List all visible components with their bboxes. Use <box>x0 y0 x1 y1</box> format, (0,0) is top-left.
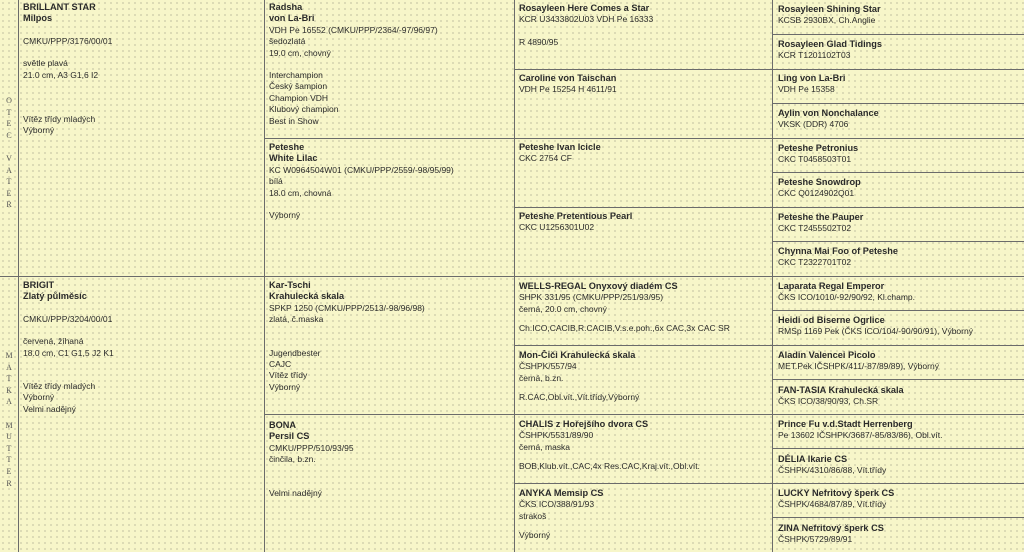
grandparent-entry <box>269 280 511 412</box>
gp-line: CMKU/PPP/510/93/95 <box>269 442 354 453</box>
dam-name: Zlatý půlměsíc <box>23 291 87 302</box>
gen3-name: Mon-Čiči Krahulecká skala <box>519 350 636 360</box>
gen4-entry <box>778 281 1022 310</box>
gen4-line: ČKS ICO/38/90/93, Ch.SR <box>778 396 879 407</box>
gp-title: Peteshe <box>269 142 305 152</box>
gen4-name: LUCKY Nefritový šperk CS <box>778 488 895 498</box>
gen3-line: Výborný <box>519 530 551 541</box>
gen3-line: VDH Pe 15254 H 4611/91 <box>519 84 617 95</box>
grandparent-entry <box>269 142 511 274</box>
gen4-entry <box>778 177 1022 206</box>
dam-award: Vítěz třídy mladých <box>23 381 96 392</box>
gp-line: 18.0 cm, chovná <box>269 187 332 198</box>
gen3-entry <box>519 281 769 343</box>
gen4-entry <box>778 4 1022 33</box>
gen4-line: ČSHPK/4684/87/89, Vít.třídy <box>778 499 887 510</box>
gen3-name: WELLS-REGAL Onyxový diadém CS <box>519 281 678 291</box>
gen4-entry <box>778 73 1022 102</box>
gp-line: zlatá, č.maska <box>269 314 324 325</box>
gp-line: Klubový champion <box>269 104 339 115</box>
gen3-line: černá, maska <box>519 441 571 452</box>
gp-line: Český šampion <box>269 81 328 92</box>
gen4-name: Rosayleen Shining Star <box>778 4 881 14</box>
gen3-entry <box>519 488 769 550</box>
gen4-line: VDH Pe 15358 <box>778 84 835 95</box>
gen4-entry <box>778 419 1022 448</box>
gp-line: Interchampion <box>269 70 323 81</box>
gen4-name: Heidi od Biserne Ogrlice <box>778 315 885 325</box>
gen4-entry <box>778 108 1022 137</box>
grandparent-entry <box>269 420 511 550</box>
gen3-name: Peteshe Pretentious Pearl <box>519 211 633 221</box>
gen3-line: KCR U3433802U03 VDH Pe 16333 <box>519 14 654 25</box>
gen4-entry <box>778 246 1022 275</box>
gp-line: VDH Pe 16552 (CMKU/PPP/2364/-97/96/97) <box>269 24 438 35</box>
gen4-name: Aylin von Nonchalance <box>778 108 879 118</box>
gen4-entry <box>778 350 1022 379</box>
gen3-line: ČSHPK/5531/89/90 <box>519 430 594 441</box>
sire-entry <box>23 2 261 274</box>
gen4-name: Prince Fu v.d.Stadt Herrenberg <box>778 419 913 429</box>
gen4-entry <box>778 488 1022 517</box>
gp-line: KC W0964504W01 (CMKU/PPP/2559/-98/95/99) <box>269 164 454 175</box>
gen4-line: KCSB 2930BX, Ch.Anglie <box>778 15 876 26</box>
gen4-line: ČSHPK/5729/89/91 <box>778 534 853 545</box>
gen4-name: DÉLIA Ikarie CS <box>778 454 848 464</box>
gp-line: činčila, b.zn. <box>269 454 316 465</box>
gen4-name: Aladin Valencei Picolo <box>778 350 876 360</box>
gp-line: Velmi nadějný <box>269 487 322 498</box>
gp-title: BONA <box>269 420 297 430</box>
gen4-name: Rosayleen Glad Tidings <box>778 39 882 49</box>
gen4-name: ZINA Nefritový šperk CS <box>778 523 884 533</box>
gen4-name: Peteshe Petronius <box>778 143 859 153</box>
mother-side-label: M A T K A M U T T E R <box>5 351 13 488</box>
gp-line: 19.0 cm, chovný <box>269 47 331 58</box>
gp-line: Champion VDH <box>269 92 329 103</box>
gp-line: bílá <box>269 176 283 187</box>
gp-line: SPKP 1250 (CMKU/PPP/2513/-98/96/98) <box>269 302 425 313</box>
gen4-entry <box>778 39 1022 68</box>
dam-title: BRIGIT <box>23 280 55 290</box>
gen3-entry <box>519 419 769 481</box>
gp-line: Výborný <box>269 210 301 221</box>
gen3-line: CKC U1256301U02 <box>519 222 595 233</box>
gp-line: Výborný <box>269 381 301 392</box>
gen4-name: Peteshe the Pauper <box>778 212 864 222</box>
dam-award: Velmi nadějný <box>23 403 76 414</box>
gen4-entry <box>778 454 1022 483</box>
gen4-line: CKC T0458503T01 <box>778 154 852 165</box>
gen4-line: RMSp 1169 Pek (ČKS ICO/104/-90/90/91), Výborný <box>778 326 973 337</box>
gen3-line: ČSHPK/557/94 <box>519 361 577 372</box>
gen3-line: ČKS ICO/388/91/93 <box>519 499 595 510</box>
gp-name: Persil CS <box>269 431 310 442</box>
gen4-entry <box>778 523 1022 551</box>
sire-award: Vítěz třídy mladých <box>23 114 96 125</box>
gen3-line: černá, 20.0 cm, chovný <box>519 303 607 314</box>
gen3-entry <box>519 350 769 412</box>
sire-name: Milpos <box>23 13 53 24</box>
gen4-line: KCR T1201102T03 <box>778 50 851 61</box>
gen3-entry <box>519 142 769 204</box>
dam-award: Výborný <box>23 392 55 403</box>
gen3-line: černá, b.zn. <box>519 372 564 383</box>
gp-line: šedozlatá <box>269 36 306 47</box>
gen4-line: VKSK (DDR) 4706 <box>778 119 849 130</box>
gen4-line: Pe 13602 IČSHPK/3687/-85/83/86), Obl.vít. <box>778 430 943 441</box>
gen3-line: BOB,Klub.vít.,CAC,4x Res.CAC,Kraj.vít.,Obl.vít. <box>519 461 700 472</box>
gen3-name: Caroline von Taischan <box>519 73 617 83</box>
gen3-name: Peteshe Ivan Icicle <box>519 142 601 152</box>
gp-title: Radsha <box>269 2 303 12</box>
gen3-line: CKC 2754 CF <box>519 153 572 164</box>
gen4-line: MET.Pek IČSHPK/411/-87/89/89), Výborný <box>778 361 939 372</box>
dam-entry <box>23 280 261 550</box>
gen3-line: R 4890/95 <box>519 36 559 47</box>
gen3-name: CHALIS z Hořejšího dvora CS <box>519 419 649 429</box>
gp-name: Krahulecká skala <box>269 291 345 302</box>
gen3-entry <box>519 211 769 273</box>
father-side-label: O T E C V A T E R <box>6 96 12 210</box>
gen3-entry <box>519 73 769 135</box>
gen4-line: ČKS ICO/1010/-92/90/92, Kl.champ. <box>778 292 916 303</box>
gp-line: Jugendbester <box>269 347 321 358</box>
gp-line: Best in Show <box>269 115 319 126</box>
gen4-line: CKC Q0124902Q01 <box>778 188 855 199</box>
gp-line: Vítěz třídy <box>269 370 308 381</box>
gen3-name: Rosayleen Here Comes a Star <box>519 3 650 13</box>
gp-title: Kar-Tschi <box>269 280 311 290</box>
gp-name: von La-Bri <box>269 13 315 24</box>
sire-color: světle plavá <box>23 58 68 69</box>
gp-name: White Lilac <box>269 153 318 164</box>
gen4-entry <box>778 212 1022 241</box>
sire-award: Výborný <box>23 125 55 136</box>
dam-size: 18.0 cm, C1 G1,5 J2 K1 <box>23 347 114 358</box>
sire-title: BRILLANT STAR <box>23 2 96 12</box>
sire-registration: CMKU/PPP/3176/00/01 <box>23 35 113 46</box>
gen4-name: Laparata Regal Emperor <box>778 281 885 291</box>
gen4-entry <box>778 385 1022 414</box>
gen4-entry <box>778 315 1022 344</box>
gen4-name: Peteshe Snowdrop <box>778 177 861 187</box>
gen4-line: ČSHPK/4310/86/88, Vít.třídy <box>778 465 887 476</box>
dam-color: červená, žíhaná <box>23 336 84 347</box>
gen3-line: strakoš <box>519 510 547 521</box>
gp-line: CAJC <box>269 359 292 370</box>
grandparent-entry <box>269 2 511 136</box>
gen4-name: FAN-TASIA Krahulecká skala <box>778 385 904 395</box>
gen3-line: R.CAC,Obl.vít.,Vít.třídy,Výborný <box>519 392 640 403</box>
gen4-name: Chynna Mai Foo of Peteshe <box>778 246 898 256</box>
dam-registration: CMKU/PPP/3204/00/01 <box>23 313 113 324</box>
gen3-entry <box>519 3 769 67</box>
gen4-line: CKC T2455502T02 <box>778 223 852 234</box>
gen4-line: CKC T2322701T02 <box>778 257 852 268</box>
gen4-name: Ling von La-Bri <box>778 73 846 83</box>
gen3-line: Ch.ICO,CACIB,R.CACIB,V.s.e.poh.,6x CAC,3x CAC SR <box>519 323 730 334</box>
gen4-entry <box>778 143 1022 172</box>
gen3-name: ANYKA Memsip CS <box>519 488 604 498</box>
sire-size: 21.0 cm, A3 G1,6 I2 <box>23 69 99 80</box>
gen3-line: SHPK 331/95 (CMKU/PPP/251/93/95) <box>519 292 664 303</box>
